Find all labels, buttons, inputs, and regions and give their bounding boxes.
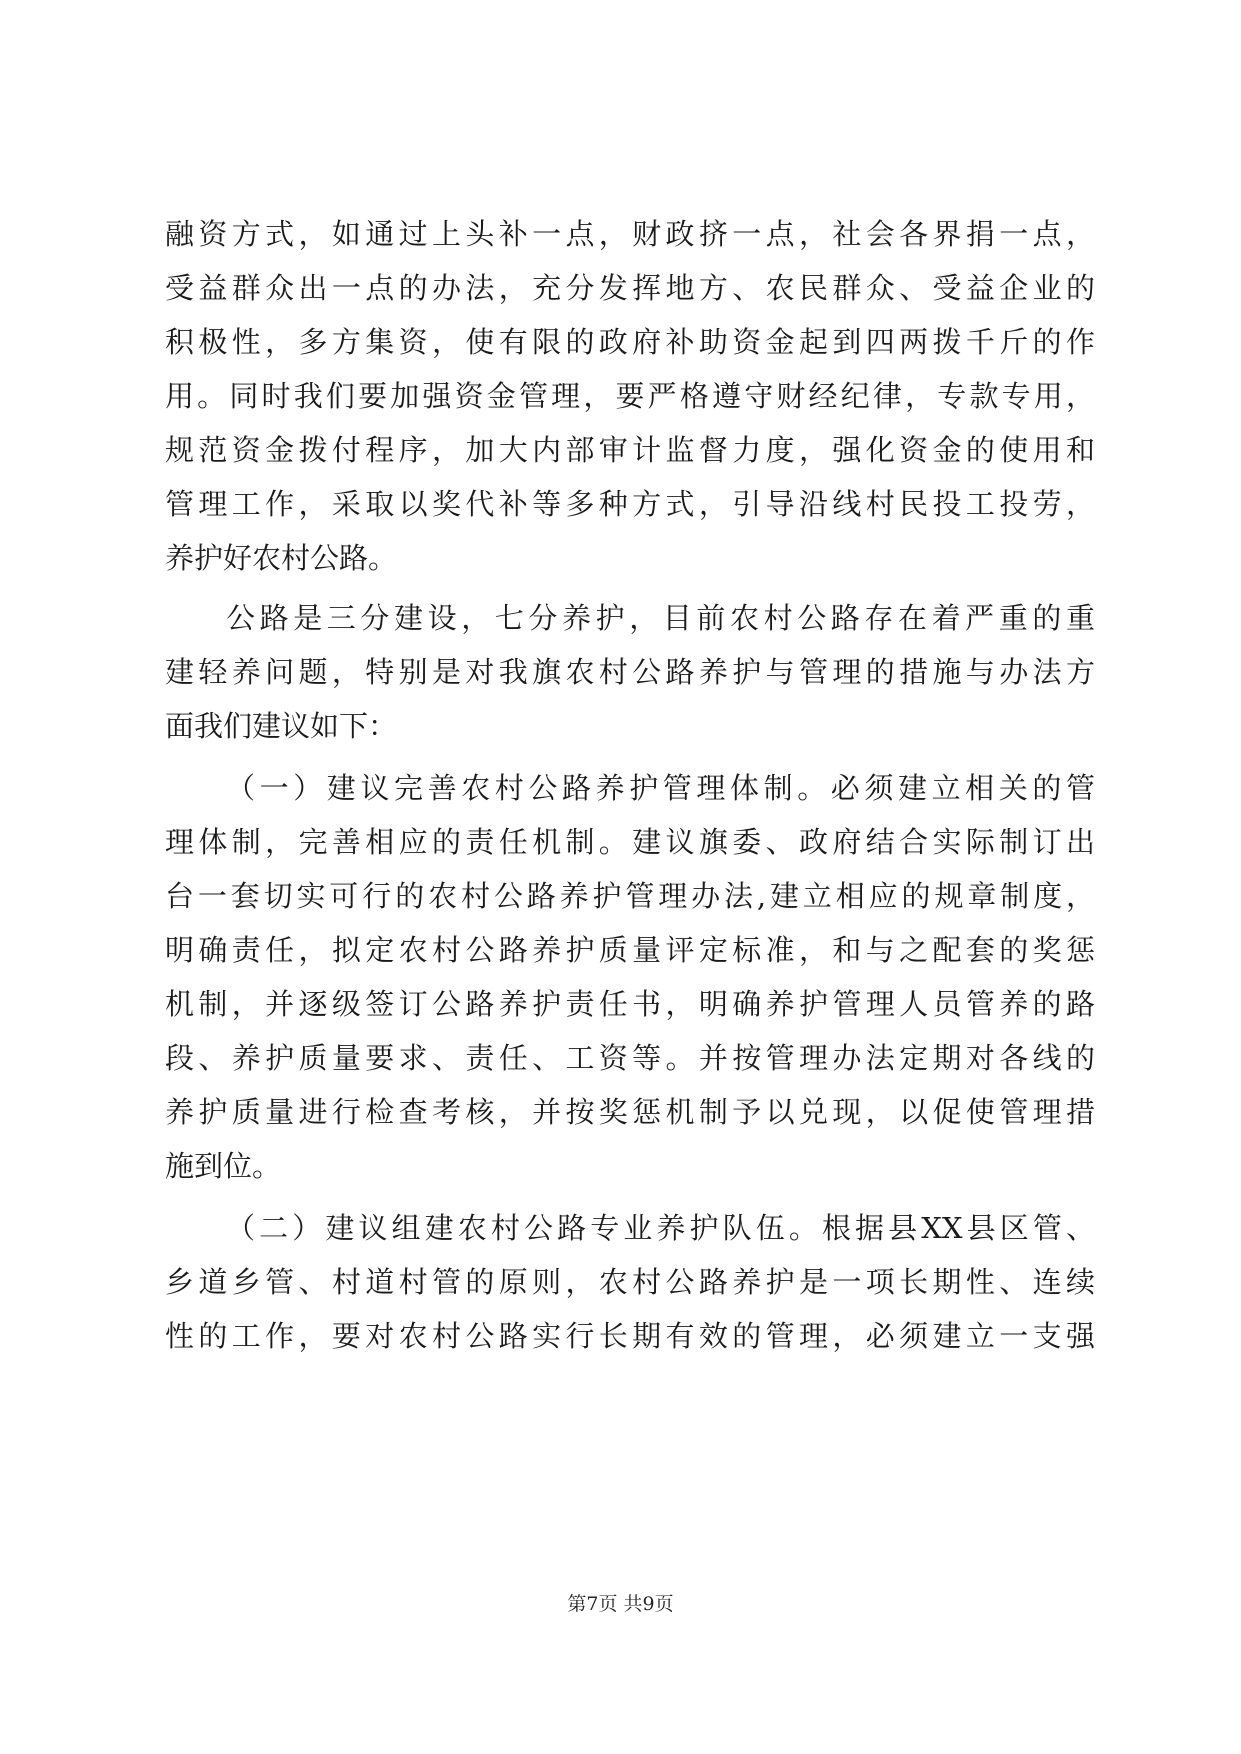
- paragraph-line: 施到位。: [165, 1149, 282, 1183]
- paragraph-line: 养护好农村公路。: [165, 541, 398, 575]
- paragraph-line: 用。同时我们要加强资金管理，要严格遵守财经纪律，专款专用，: [165, 379, 1095, 413]
- paragraph-line: 乡道乡管、村道村管的原则，农村公路养护是一项长期性、连续: [165, 1265, 1095, 1299]
- paragraph-line: 面我们建议如下：: [165, 709, 398, 743]
- paragraph-line: 融资方式，如通过上头补一点，财政挤一点，社会各界捐一点，: [165, 217, 1095, 251]
- page-number-footer: 第7页 共9页: [567, 1593, 674, 1615]
- paragraph-line: 管理工作，采取以奖代补等多种方式，引导沿线村民投工投劳，: [165, 487, 1095, 521]
- paragraph-line: 理体制，完善相应的责任机制。建议旗委、政府结合实际制订出: [165, 825, 1095, 859]
- paragraph-line: 建轻养问题，特别是对我旗农村公路养护与管理的措施与办法方: [165, 655, 1095, 689]
- paragraph-line: 机制，并逐级签订公路养护责任书，明确养护管理人员管养的路: [165, 987, 1095, 1021]
- paragraph-line: 段、养护质量要求、责任、工资等。并按管理办法定期对各线的: [165, 1041, 1095, 1075]
- paragraph-line: 台一套切实可行的农村公路养护管理办法,建立相应的规章制度，: [165, 879, 1095, 913]
- paragraph-line: （二）建议组建农村公路专业养护队伍。根据县XX县区管、: [226, 1211, 1095, 1245]
- paragraph-line: （一）建议完善农村公路养护管理体制。必须建立相关的管: [226, 771, 1095, 805]
- paragraph-line: 积极性，多方集资，使有限的政府补助资金起到四两拨千斤的作: [165, 325, 1095, 359]
- paragraph-line: 公路是三分建设，七分养护，目前农村公路存在着严重的重: [226, 601, 1095, 635]
- paragraph-line: 规范资金拨付程序，加大内部审计监督力度，强化资金的使用和: [165, 433, 1095, 467]
- paragraph-line: 受益群众出一点的办法，充分发挥地方、农民群众、受益企业的: [165, 271, 1095, 305]
- paragraph-line: 明确责任，拟定农村公路养护质量评定标准，和与之配套的奖惩: [165, 933, 1095, 967]
- paragraph-line: 性的工作，要对农村公路实行长期有效的管理，必须建立一支强: [165, 1319, 1095, 1353]
- paragraph-line: 养护质量进行检查考核，并按奖惩机制予以兑现，以促使管理措: [165, 1095, 1095, 1129]
